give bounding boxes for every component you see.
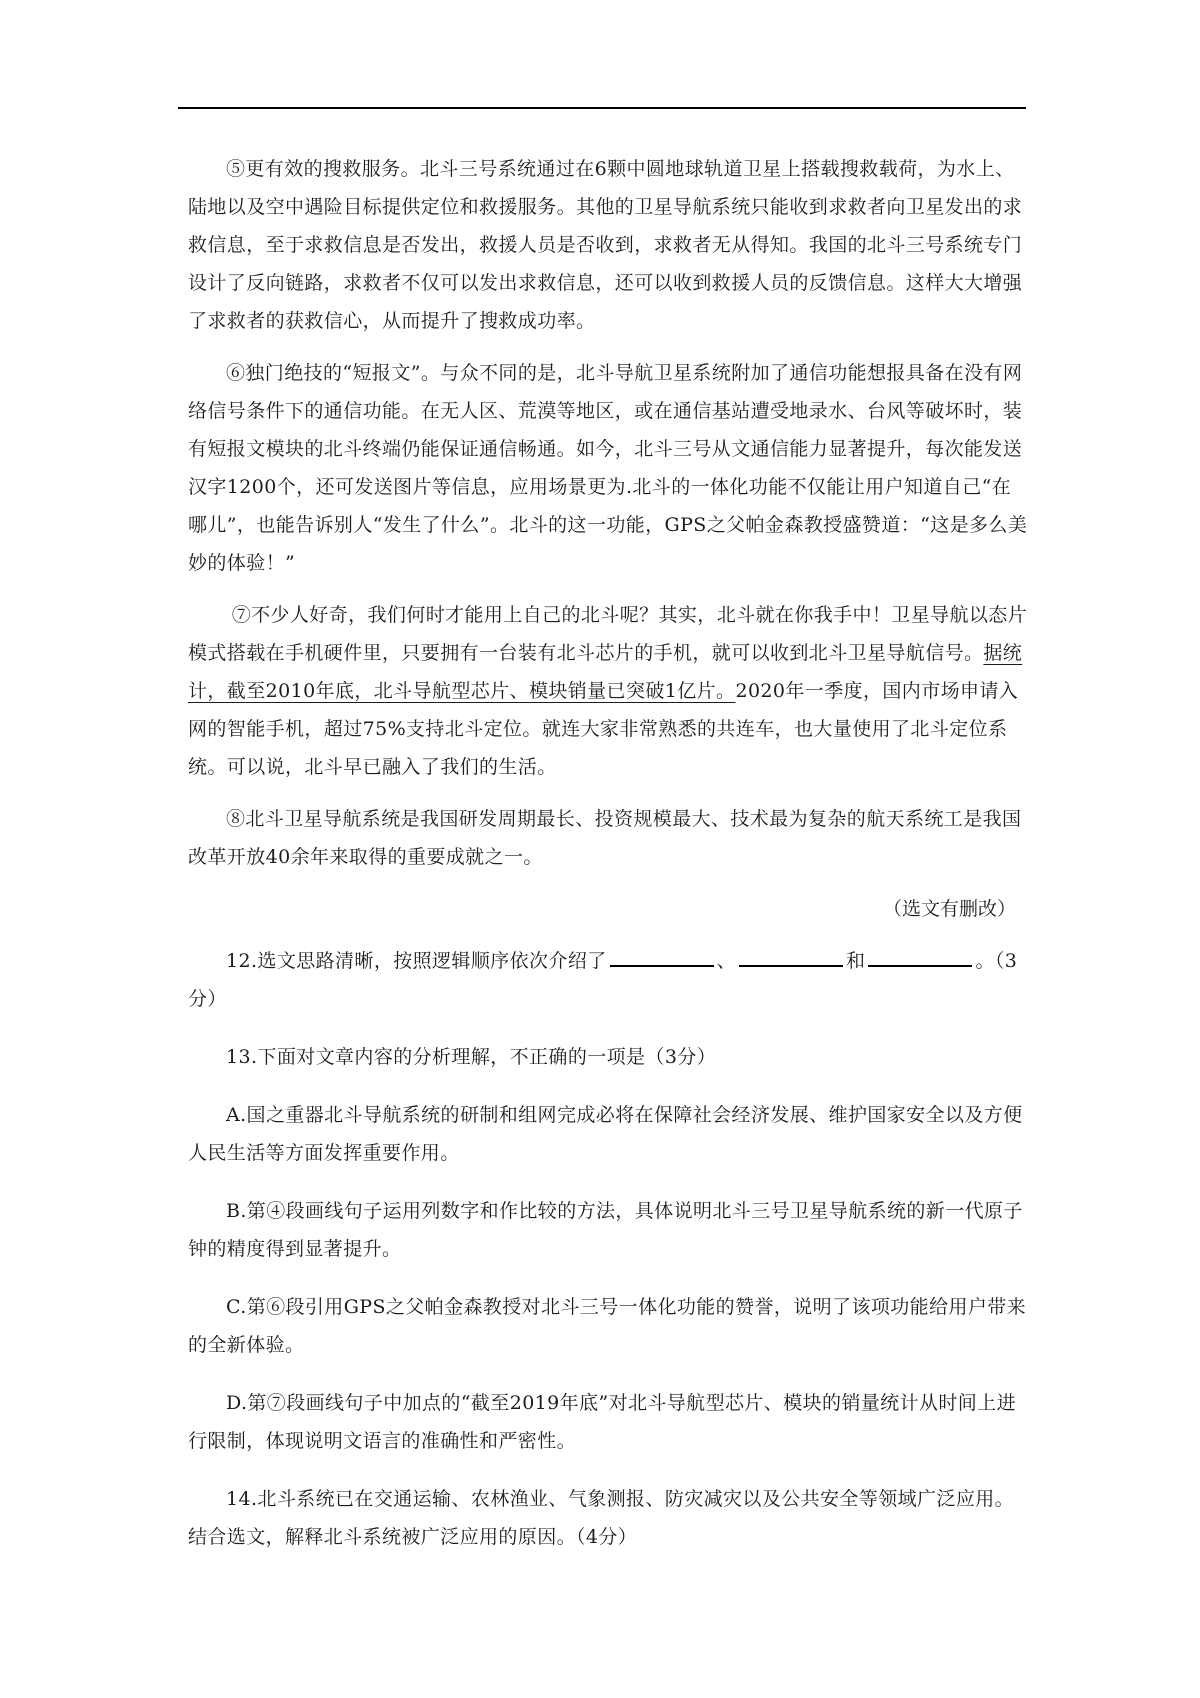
paragraph-7 [188, 596, 1028, 786]
question-13: 13.下面对文章内容的分析理解，不正确的一项是（3分） [226, 1046, 717, 1068]
paragraph-7-text-end: 2020年一季度，国内市场申请入网的智能手机，超过75%支持北斗定位。就连大家非常熟悉的共连车，也大量使用了北斗定位系统。可以说，北斗早已融入了我们的生活。 [188, 680, 1019, 778]
document-body [188, 150, 1028, 1576]
paragraph-5: ⑤更有效的搜救服务。北斗三号系统通过在6颗中圆地球轨道卫星上搭载搜救载荷，为水上、陆地以及空中遇险目标提供定位和救援服务。其他的卫星导航系统只能收到求救者向卫星发出的求救信息，至于求救信息是否发出，救援人员是否收到，求救者无从得知。我国的北斗三号系统专门设计了反向链路，求救者不仅可以发出求救信息，还可以收到救援人员的反馈信息。这样大大增强了求救者的获救信心，从而提升了搜救成功率。 [188, 158, 1023, 332]
option-b: B.第④段画线句子运用列数字和作比较的方法，具体说明北斗三号卫星导航系统的新一代原子钟的精度得到显著提升。 [188, 1200, 1023, 1260]
question-12-text: 12.选文思路清晰，按照逻辑顺序依次介绍了 [226, 950, 607, 972]
option-a: A.国之重器北斗导航系统的研制和组网完成必将在保障社会经济发展、维护国家安全以及方便人民生活等方面发挥重要作用。 [188, 1104, 1023, 1164]
underlined-sentence: 据统计，截至2010年底，北斗导航型芯片、模块销量已突破1亿片。 [188, 642, 1023, 702]
paragraph-6: ⑥独门绝技的“短报文”。与众不同的是，北斗导航卫星系统附加了通信功能想报具备在没有网络信号条件下的通信功能。在无人区、荒漠等地区，或在通信基站遭受地录水、台风等破坏时，装有短报文模块的北斗终端仍能保证通信畅通。如今，北斗三号从文通信能力显著提升，每次能发送汉字1200个，还可发送图片等信息，应用场景更为.北斗的一体化功能不仅能让用户知道自己“在哪儿”，也能告诉别人“发生了什么”。北斗的这一功能，GPS之父帕金森教授盛赞道：“这是多么美妙的体验！” [188, 362, 1028, 574]
question-12-end: 。（3分） [188, 950, 1018, 1010]
question-12-sep: 、 [716, 950, 737, 972]
answer-blank-3[interactable] [868, 943, 972, 967]
paragraph-7-text: ⑦不少人好奇，我们何时才能用上自己的北斗呢？其实，北斗就在你我手中！卫星导航以态片模式搭载在手机硬件里，只要拥有一台装有北斗芯片的手机，就可以收到北斗卫星导航信号。 [188, 604, 1028, 664]
option-c: C.第⑥段引用GPS之父帕金森教授对北斗三号一体化功能的赞誉，说明了该项功能给用户带来的全新体验。 [188, 1296, 1027, 1356]
answer-blank-2[interactable] [739, 943, 843, 967]
option-d: D.第⑦段画线句子中加点的“截至2019年底”对北斗导航型芯片、模块的销量统计从时间上进行限制，体现说明文语言的准确性和严密性。 [188, 1392, 1016, 1452]
question-12 [188, 942, 1028, 1018]
header-rule [178, 107, 1026, 109]
answer-blank-1[interactable] [610, 943, 714, 967]
paragraph-8: ⑧北斗卫星导航系统是我国研发周期最长、投资规模最大、技术最为复杂的航天系统工是我国改革开放40余年来取得的重要成就之一。 [188, 808, 1022, 868]
question-14: 14.北斗系统已在交通运输、农林渔业、气象测报、防灾减灾以及公共安全等领域广泛应用。结合选文，解释北斗系统被广泛应用的原因。（4分） [188, 1488, 1015, 1548]
source-note: （选文有删改） [882, 898, 1016, 920]
question-12-sep: 和 [846, 950, 866, 972]
